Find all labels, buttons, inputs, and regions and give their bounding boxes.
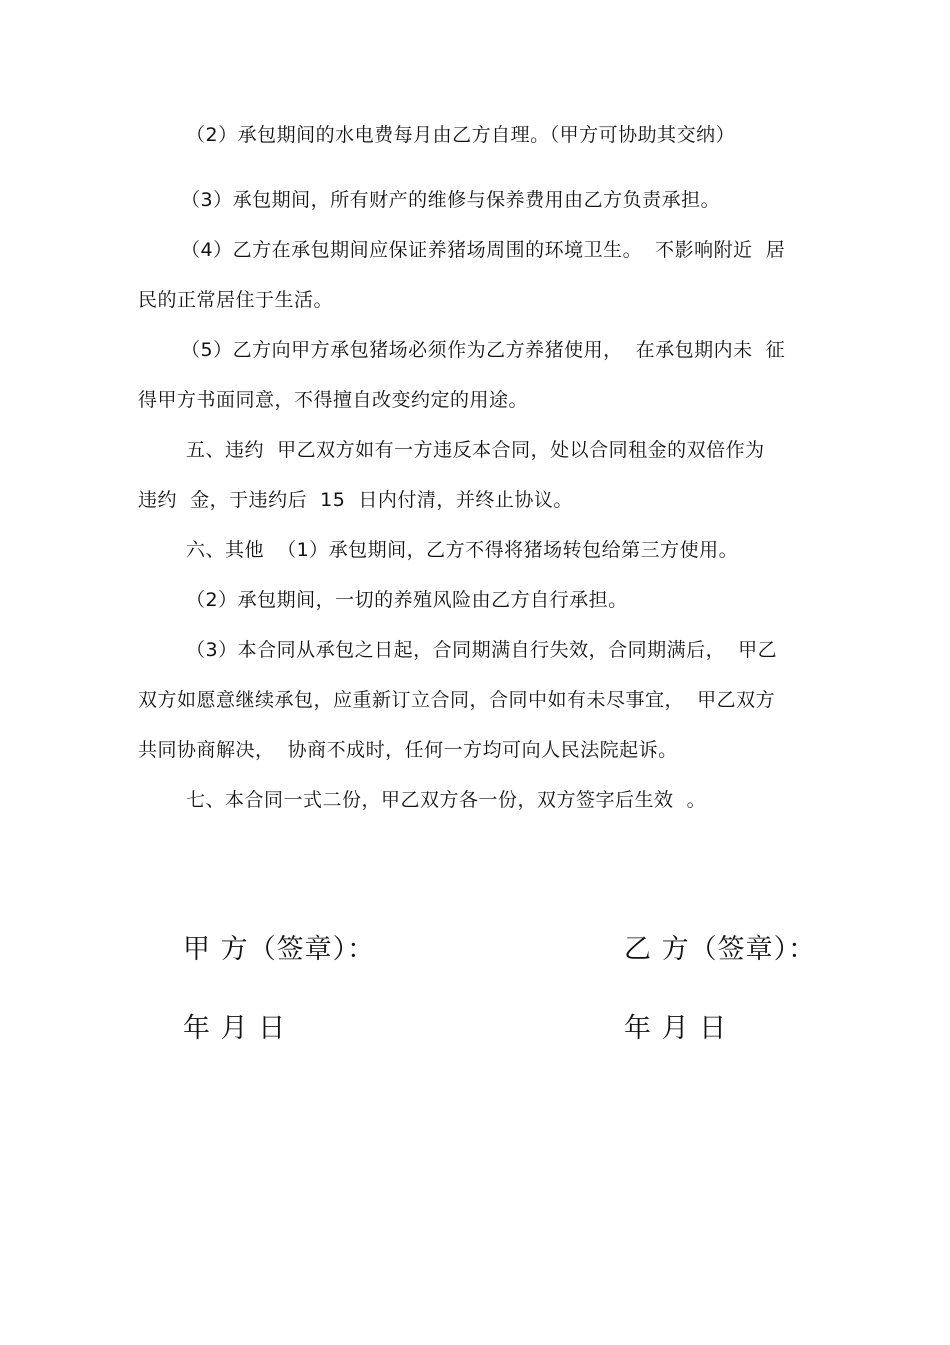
clause-4-2: （2）承包期间的水电费每月由乙方自理。（甲方可协助其交纳） bbox=[186, 124, 736, 146]
clause-4-4-line2: 民的正常居住于生活。 bbox=[138, 289, 334, 311]
section-6-3-line1: （3）本合同从承包之日起，合同期满自行失效，合同期满后， 甲乙 bbox=[186, 639, 778, 661]
section-7: 七、本合同一式二份，甲乙双方各一份，双方签字后生效 。 bbox=[186, 789, 707, 811]
section-6-2: （2）承包期间，一切的养殖风险由乙方自行承担。 bbox=[186, 589, 628, 611]
section-5-line1: 五、违约 甲乙双方如有一方违反本合同，处以合同租金的双倍作为 bbox=[186, 439, 765, 461]
clause-4-4-line1: （4）乙方在承包期间应保证养猪场周围的环境卫生。 不影响附近 居 bbox=[181, 239, 786, 261]
clause-4-5-line1: （5）乙方向甲方承包猪场必须作为乙方养猪使用， 在承包期内未 征 bbox=[181, 339, 786, 361]
party-a-date: 年 月 日 bbox=[183, 1013, 287, 1044]
party-b-signature-label: 乙 方（签章）： bbox=[624, 934, 817, 965]
clause-4-5-line2: 得甲方书面同意，不得擅自改变约定的用途。 bbox=[138, 389, 529, 411]
section-6-3-line2: 双方如愿意继续承包，应重新订立合同，合同中如有未尽事宜， 甲乙双方 bbox=[138, 689, 776, 711]
party-a-signature-label: 甲 方（签章）： bbox=[183, 934, 376, 965]
clause-4-3: （3）承包期间，所有财产的维修与保养费用由乙方负责承担。 bbox=[181, 189, 721, 211]
party-b-date: 年 月 日 bbox=[624, 1013, 728, 1044]
section-5-line2: 违约 金，于违约后 15 日内付清，并终止协议。 bbox=[138, 489, 573, 511]
section-6-3-line3: 共同协商解决， 协商不成时，任何一方均可向人民法院起诉。 bbox=[138, 739, 678, 761]
section-6-line1: 六、其他 （1）承包期间，乙方不得将猪场转包给第三方使用。 bbox=[186, 539, 739, 561]
